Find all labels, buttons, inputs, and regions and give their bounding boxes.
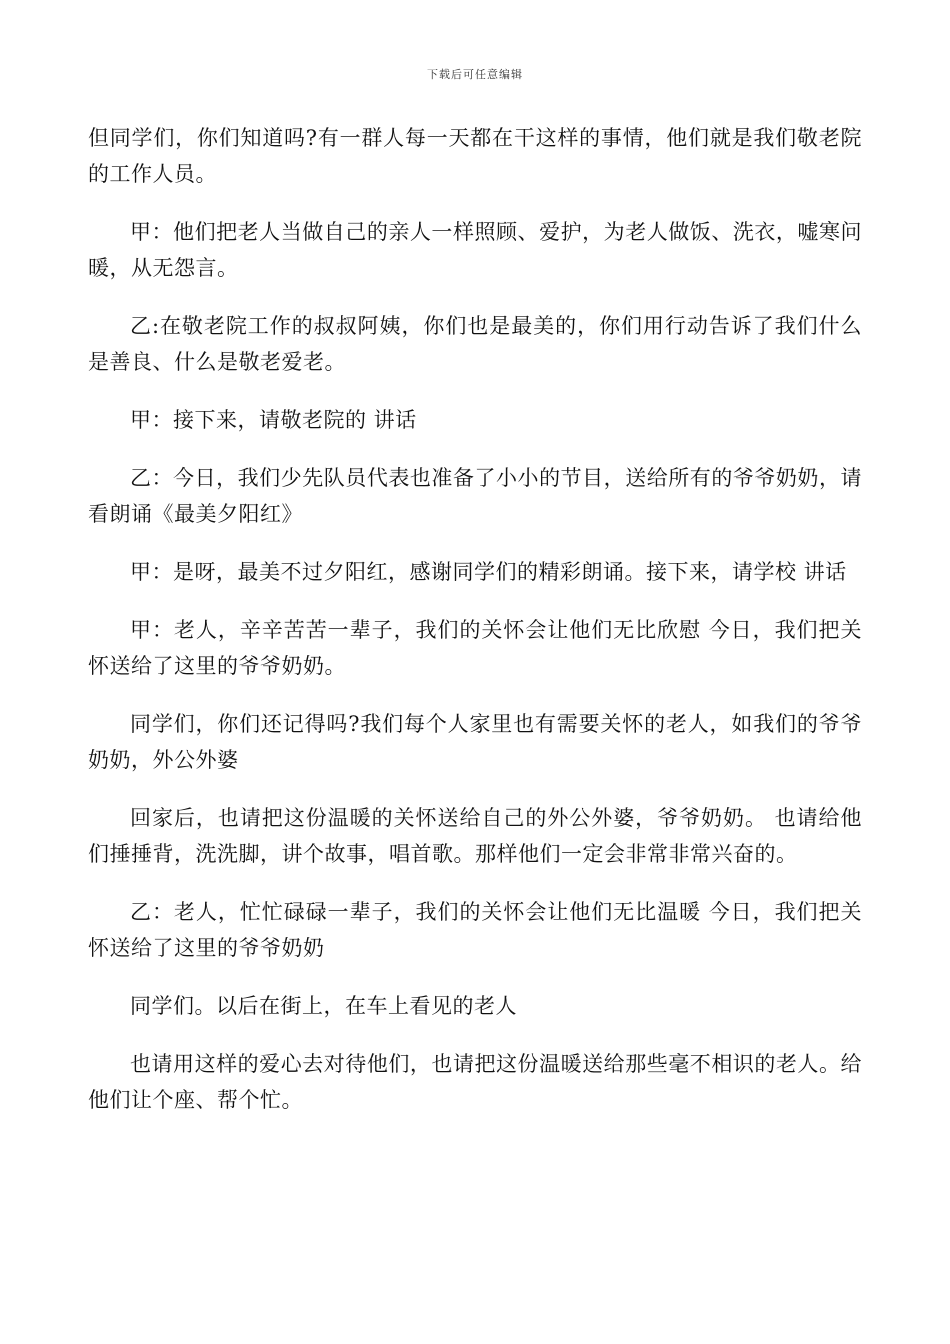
paragraph-9: 回家后，也请把这份温暖的关怀送给自己的外公外婆，爷爷奶奶。 也请给他们捶捶背，洗洗脚，讲个故事，唱首歌。那样他们一定会非常非常兴奋的。 (88, 806, 862, 866)
paragraph-2: 甲：他们把老人当做自己的亲人一样照顾、爱护，为老人做饭、洗衣，嘘寒问暖，从无怨言。 (88, 220, 862, 280)
paragraph-7: 甲：老人，辛辛苦苦一辈子，我们的关怀会让他们无比欣慰 今日，我们把关怀送给了这里的爷爷奶奶。 (88, 618, 862, 678)
paragraph-8: 同学们，你们还记得吗?我们每个人家里也有需要关怀的老人，如我们的爷爷奶奶，外公外婆 (88, 712, 862, 772)
paragraph-3: 乙:在敬老院工作的叔叔阿姨，你们也是最美的，你们用行动告诉了我们什么是善良、什么是敬老爱老。 (88, 314, 862, 374)
paragraph-1: 但同学们，你们知道吗?有一群人每一天都在干这样的事情，他们就是我们敬老院的工作人员。 (88, 126, 862, 186)
paragraph-12: 也请用这样的爱心去对待他们，也请把这份温暖送给那些毫不相识的老人。给他们让个座、帮个忙。 (88, 1052, 862, 1112)
document-body (88, 120, 862, 1140)
paragraph-4: 甲：接下来，请敬老院的 讲话 (130, 408, 417, 432)
paragraph-10: 乙：老人，忙忙碌碌一辈子，我们的关怀会让他们无比温暖 今日，我们把关怀送给了这里的爷爷奶奶 (88, 900, 862, 960)
paragraph-6: 甲：是呀，最美不过夕阳红，感谢同学们的精彩朗诵。接下来，请学校 讲话 (130, 560, 847, 584)
paragraph-11: 同学们。以后在街上，在车上看见的老人 (130, 994, 517, 1018)
paragraph-5: 乙：今日，我们少先队员代表也准备了小小的节目，送给所有的爷爷奶奶，请看朗诵《最美夕阳红》 (88, 466, 862, 526)
page-header: 下载后可任意编辑 (427, 68, 523, 81)
